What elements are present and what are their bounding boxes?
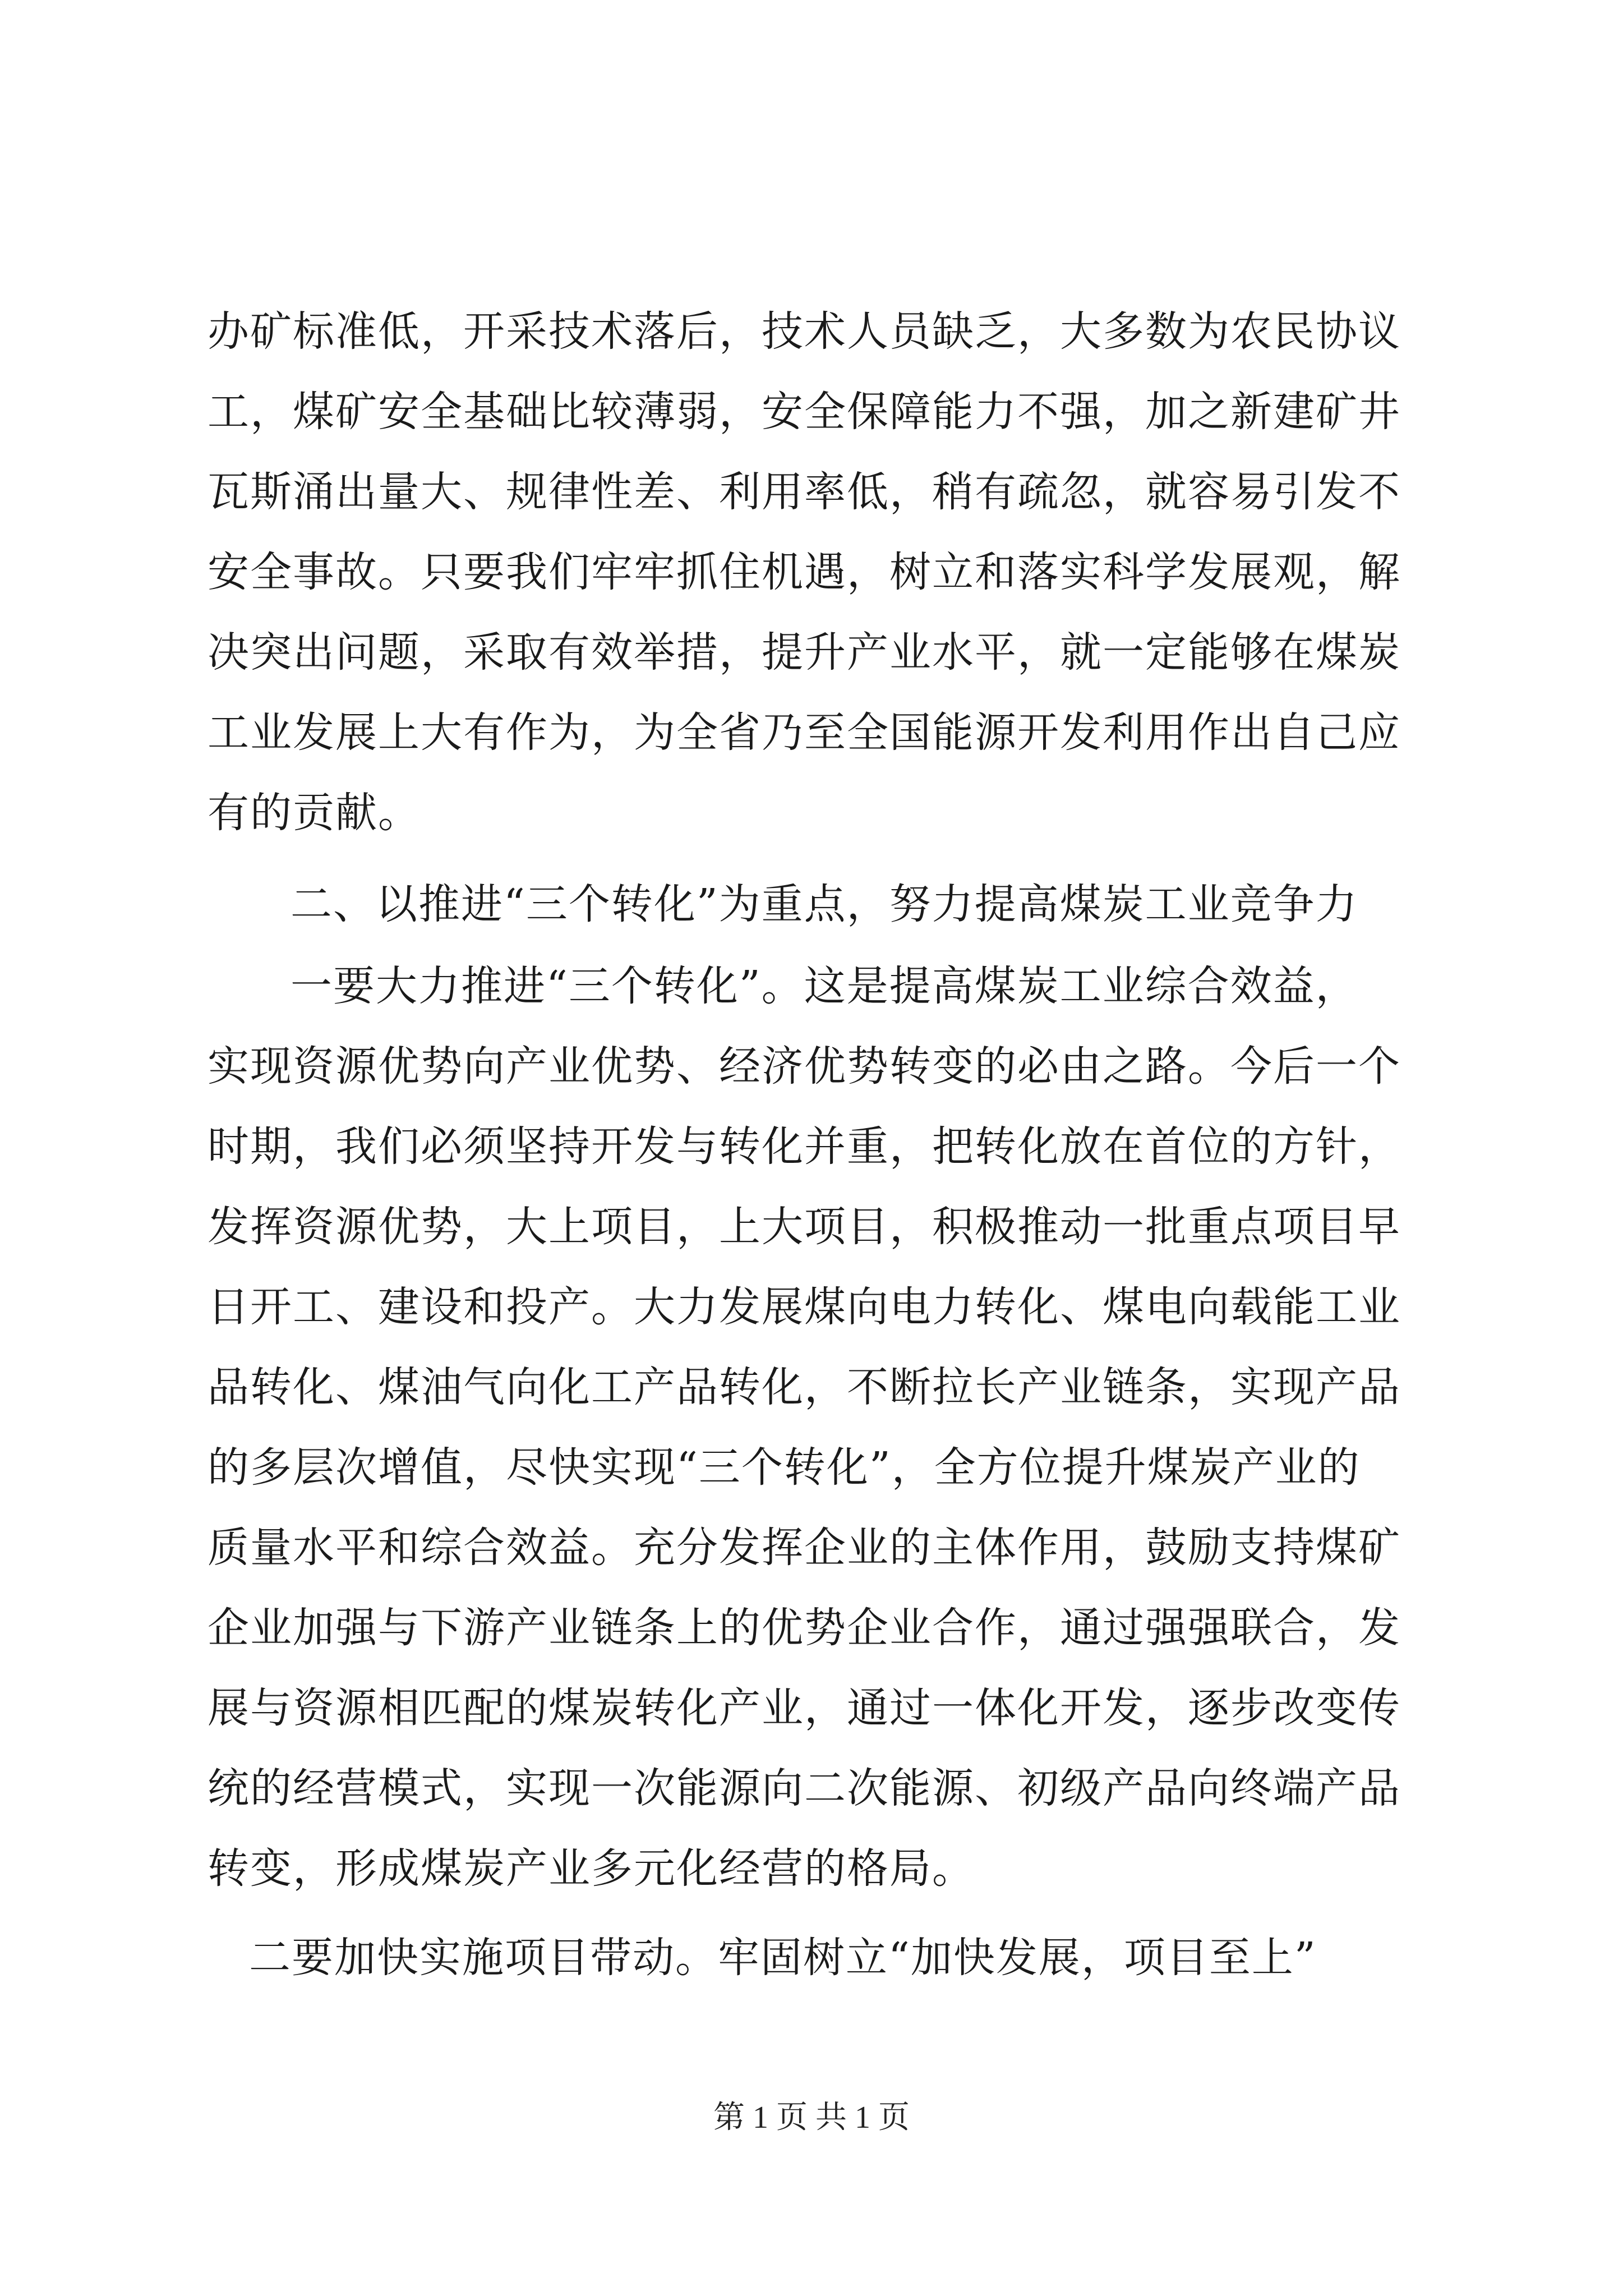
- text-line: 决突出问题，采取有效举措，提升产业水平，就一定能够在煤炭: [208, 628, 1401, 677]
- text-line: 瓦斯涌出量大、规律性差、利用率低，稍有疏忽，就容易引发不: [208, 468, 1401, 516]
- paragraph-gap: [208, 1909, 1419, 1918]
- paragraph-gap: [208, 853, 1419, 862]
- paragraph-2: [208, 946, 1419, 1909]
- text-line: 实现资源优势向产业优势、经济优势转变的必由之路。今后一个: [208, 1042, 1401, 1091]
- text-line: 有的贡献。: [208, 789, 421, 837]
- text-line: 工业发展上大有作为，为全省乃至全国能源开发利用作出自己应: [208, 708, 1401, 757]
- text-line: 展与资源相匹配的煤炭转化产业，通过一体化开发，逐步改变传: [208, 1684, 1401, 1732]
- paragraph-1: [208, 292, 1419, 853]
- paragraph-3: [208, 1918, 1419, 1998]
- text-line: 质量水平和综合效益。充分发挥企业的主体作用，鼓励支持煤矿: [208, 1524, 1401, 1572]
- text-line: 企业加强与下游产业链条上的优势企业合作，通过强强联合，发: [208, 1604, 1401, 1652]
- text-line: 发挥资源优势，大上项目，上大项目，积极推动一批重点项目早: [208, 1203, 1401, 1251]
- text-line: 二要加快实施项目带动。牢固树立“加快发展，项目至上”: [249, 1934, 1317, 1982]
- text-line: 的多层次增值，尽快实现“三个转化”，全方位提升煤炭产业的: [208, 1443, 1361, 1492]
- text-line: 日开工、建设和投产。大力发展煤向电力转化、煤电向载能工业: [208, 1283, 1401, 1331]
- section-heading: 二、以推进“三个转化”为重点，努力提高煤炭工业竞争力: [291, 880, 1358, 928]
- text-line: 一要大力推进“三个转化”。这是提高煤炭工业综合效益，: [291, 962, 1358, 1010]
- text-line: 转变，形成煤炭产业多元化经营的格局。: [208, 1844, 975, 1893]
- text-line: 时期，我们必须坚持开发与转化并重，把转化放在首位的方针，: [208, 1122, 1401, 1171]
- page-footer: 第 1 页 共 1 页: [713, 2100, 910, 2135]
- text-line: 办矿标准低，开采技术落后，技术人员缺乏，大多数为农民协议: [208, 307, 1401, 356]
- text-line: 安全事故。只要我们牢牢抓住机遇，树立和落实科学发展观，解: [208, 548, 1401, 596]
- document-body: [208, 292, 1419, 1998]
- text-line: 品转化、煤油气向化工产品转化，不断拉长产业链条，实现产品: [208, 1363, 1401, 1411]
- text-line: 统的经营模式，实现一次能源向二次能源、初级产品向终端产品: [208, 1764, 1401, 1812]
- text-line: 工，煤矿安全基础比较薄弱，安全保障能力不强，加之新建矿井: [208, 388, 1401, 436]
